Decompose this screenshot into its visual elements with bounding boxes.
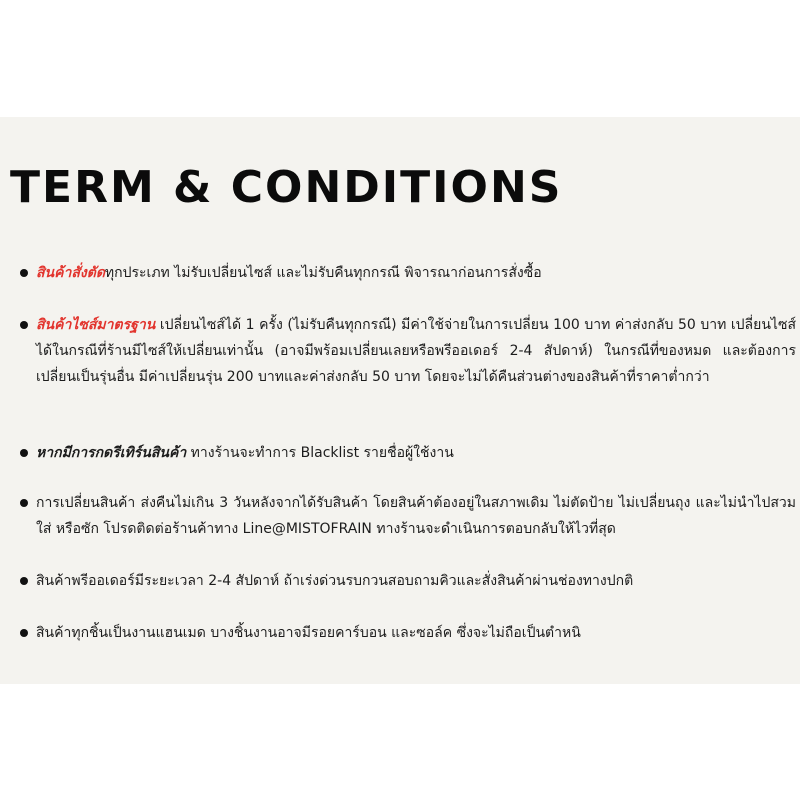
bullet-icon [20, 449, 28, 457]
term-body: ทุกประเภท ไม่รับเปลี่ยนไซส์ และไม่รับคืนทุกกรณี พิจารณาก่อนการสั่งซื้อ [104, 265, 542, 281]
bullet-icon [20, 499, 28, 507]
term-body: การเปลี่ยนสินค้า ส่งคืนไม่เกิน 3 วันหลังจากได้รับสินค้า โดยสินค้าต้องอยู่ในสภาพเดิม ไม่ตัดป้าย ไม่เปลี่ยนถุง และไม่นำไปสวมใส่ หรือซัก โปรดติดต่อร้านค้าทาง Line@MISTOFRAIN ทางร้านจะดำเนินการตอบกลับให้ไวที่สุด [36, 495, 796, 537]
bullet-icon [20, 577, 28, 585]
bullet-icon [20, 321, 28, 329]
page-title: TERM & CONDITIONS [10, 162, 563, 213]
term-highlight: สินค้าไซส์มาตรฐาน [36, 317, 156, 333]
term-highlight: สินค้าสั่งตัด [36, 265, 105, 281]
term-text [36, 260, 796, 286]
term-text [36, 568, 796, 594]
term-text [36, 620, 796, 646]
bullet-icon [20, 629, 28, 637]
term-text [36, 440, 796, 466]
term-text [36, 312, 796, 390]
term-text [36, 490, 796, 542]
bullet-icon [20, 269, 28, 277]
term-body: ทางร้านจะทำการ Blacklist รายชื่อผู้ใช้งาน [186, 445, 454, 461]
term-body: เปลี่ยนไซส์ได้ 1 ครั้ง (ไม่รับคืนทุกกรณี) มีค่าใช้จ่ายในการเปลี่ยน 100 บาท ค่าส่งกลับ 50 บาท เปลี่ยนไซส์ได้ในกรณีที่ร้านมีไซส์ให้เปลี่ยนเท่านั้น (อาจมีพร้อมเปลี่ยนเลยหรือพรีออเดอร์ 2-4 สัปดาห์) ในกรณีที่ของหมด และต้องการเปลี่ยนเป็นรุ่นอื่น มีค่าเปลี่ยนรุ่น 200 บาทและค่าส่งกลับ 50 บาท โดยจะไม่ได้คืนส่วนต่างของสินค้าที่ราคาต่ำกว่า [36, 317, 796, 385]
term-body: สินค้าทุกชิ้นเป็นงานแฮนเมด บางชิ้นงานอาจมีรอยคาร์บอน และซอล์ค ซึ่งจะไม่ถือเป็นตำหนิ [36, 625, 581, 641]
term-body: สินค้าพรีออเดอร์มีระยะเวลา 2-4 สัปดาห์ ถ้าเร่งด่วนรบกวนสอบถามคิวและสั่งสินค้าผ่านช่องทางปกติ [36, 573, 634, 589]
term-highlight: หากมีการกดรีเทิร์นสินค้า [36, 445, 187, 461]
